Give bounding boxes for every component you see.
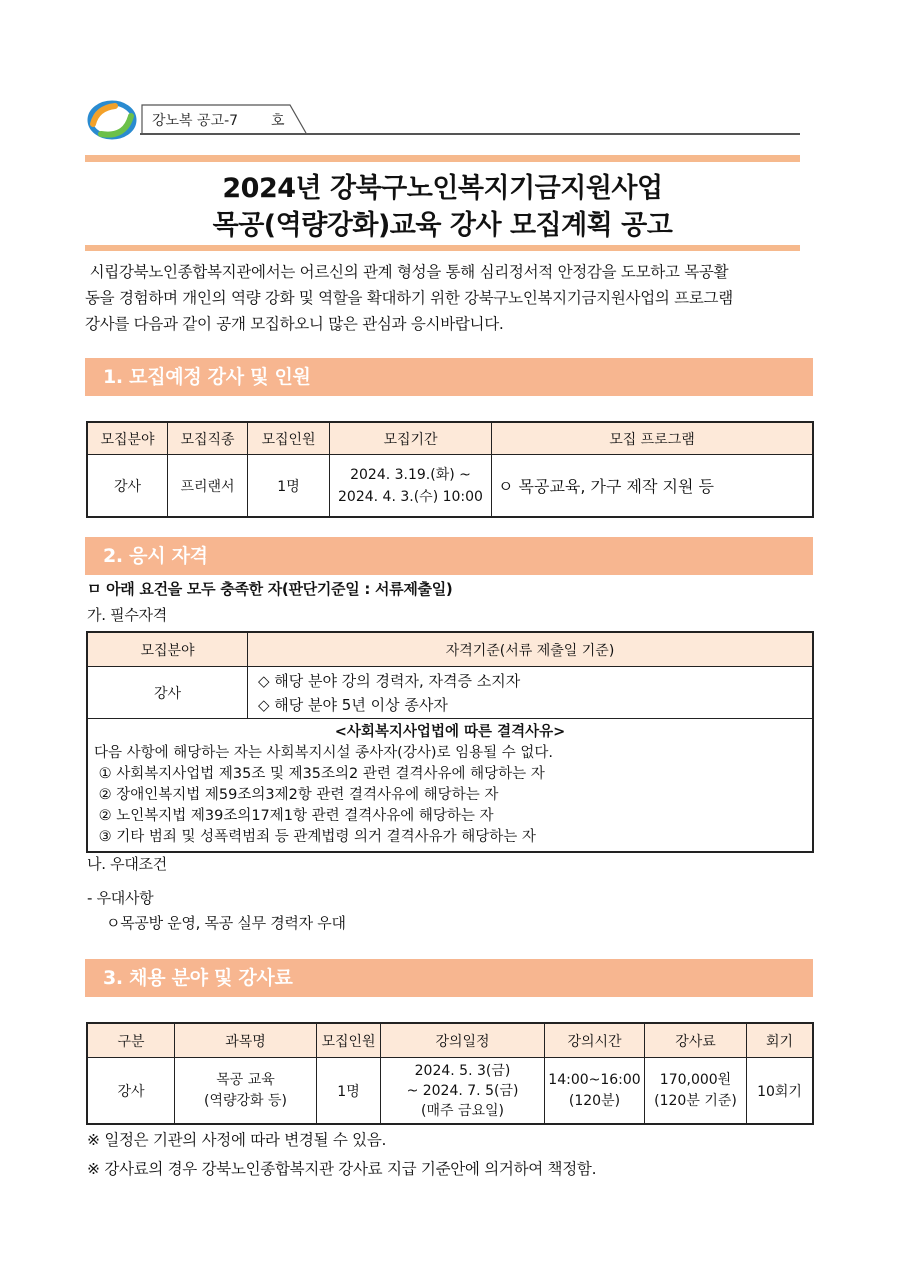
schedule-line: ~ 2024. 7. 5(금) bbox=[406, 1082, 519, 1099]
fee-line: (120분 기준) bbox=[654, 1092, 737, 1109]
table-cell: 강사 bbox=[88, 1058, 175, 1124]
fee-line: 170,000원 bbox=[659, 1071, 732, 1088]
period-line: 2024. 3.19.(화) ~ bbox=[350, 466, 471, 483]
table-header: 강의시간 bbox=[545, 1024, 645, 1058]
table-cell: 10회기 bbox=[747, 1058, 813, 1124]
disqualification-title: <사회복지사업법에 따른 결격사유> bbox=[334, 724, 566, 740]
table-cell: 프리랜서 bbox=[168, 455, 248, 517]
schedule-line: (매주 금요일) bbox=[421, 1102, 504, 1119]
required-qualification-label: 가. 필수자격 bbox=[87, 606, 167, 624]
criteria-item: ◇ 해당 분야 5년 이상 종사자 bbox=[258, 695, 448, 714]
table-cell bbox=[645, 1058, 747, 1124]
table-cell bbox=[330, 455, 492, 517]
section-2-heading: 2. 응시 자격 bbox=[85, 537, 813, 575]
criteria-cell bbox=[248, 667, 813, 719]
disqualification-item: ② 장애인복지법 제59조의3제2항 관련 결격사유에 해당하는 자 bbox=[94, 787, 499, 803]
table-header: 모집분야 bbox=[88, 423, 168, 455]
notice-number: 강노복 공고-7 bbox=[152, 113, 239, 129]
table-header: 모집 프로그램 bbox=[492, 423, 813, 455]
subject-line: (역량강화 등) bbox=[204, 1092, 287, 1109]
title-top-bar bbox=[85, 155, 800, 162]
table-header: 모집인원 bbox=[317, 1024, 381, 1058]
intro-line: 시립강북노인종합복지관에서는 어르신의 관계 형성을 통해 심리정서적 안정감을 도모하고 목공활 bbox=[85, 263, 729, 281]
organization-logo bbox=[87, 100, 137, 140]
table-header: 모집직종 bbox=[168, 423, 248, 455]
table-header: 모집기간 bbox=[330, 423, 492, 455]
table-cell bbox=[381, 1058, 545, 1124]
table-cell: ㅇ 목공교육, 가구 제작 지원 등 bbox=[492, 455, 813, 517]
intro-paragraph bbox=[85, 259, 805, 337]
intro-line: 강사를 다음과 같이 공개 모집하오니 많은 관심과 응시바랍니다. bbox=[85, 315, 504, 333]
recruitment-table bbox=[87, 422, 813, 517]
disqualification-intro: 다음 사항에 해당하는 자는 사회복지시설 종사자(강사)로 임용될 수 없다. bbox=[94, 745, 553, 761]
table-header: 강의일정 bbox=[381, 1024, 545, 1058]
table-header: 자격기준(서류 제출일 기준) bbox=[248, 633, 813, 667]
time-line: 14:00~16:00 bbox=[548, 1071, 641, 1088]
section-3-heading: 3. 채용 분야 및 강사료 bbox=[85, 959, 813, 997]
table-cell: 1명 bbox=[248, 455, 330, 517]
preferred-conditions-label: 나. 우대조건 bbox=[87, 855, 167, 873]
criteria-item: ◇ 해당 분야 강의 경력자, 자격증 소지자 bbox=[258, 671, 521, 690]
subject-line: 목공 교육 bbox=[216, 1071, 275, 1088]
schedule-note: ※ 일정은 기관의 사정에 따라 변경될 수 있음. bbox=[87, 1131, 387, 1149]
qualification-table bbox=[87, 632, 813, 852]
title-bottom-bar bbox=[85, 245, 800, 251]
qualification-condition: ㅁ 아래 요건을 모두 충족한 자(판단기준일 : 서류제출일) bbox=[87, 580, 453, 598]
table-cell: 강사 bbox=[88, 667, 248, 719]
disqualification-cell bbox=[88, 719, 813, 852]
notice-ho: 호 bbox=[271, 113, 285, 129]
preferred-items-title: - 우대사항 bbox=[87, 889, 154, 907]
table-cell bbox=[175, 1058, 317, 1124]
table-cell: 강사 bbox=[88, 455, 168, 517]
table-header: 구분 bbox=[88, 1024, 175, 1058]
table-cell bbox=[545, 1058, 645, 1124]
table-header: 과목명 bbox=[175, 1024, 317, 1058]
table-header: 모집분야 bbox=[88, 633, 248, 667]
table-header: 회기 bbox=[747, 1024, 813, 1058]
section-1-heading: 1. 모집예정 강사 및 인원 bbox=[85, 358, 813, 396]
table-header: 모집인원 bbox=[248, 423, 330, 455]
schedule-line: 2024. 5. 3(금) bbox=[414, 1062, 511, 1079]
page-title-line1: 2024년 강북구노인복지기금지원사업 bbox=[222, 173, 663, 204]
table-header: 강사료 bbox=[645, 1024, 747, 1058]
table-cell: 1명 bbox=[317, 1058, 381, 1124]
fee-note: ※ 강사료의 경우 강북노인종합복지관 강사료 지급 기준안에 의거하여 책정함. bbox=[87, 1160, 597, 1178]
time-line: (120분) bbox=[568, 1092, 621, 1109]
disqualification-item: ② 노인복지법 제39조의17제1항 관련 결격사유에 해당하는 자 bbox=[94, 808, 494, 824]
header-divider bbox=[140, 133, 800, 135]
disqualification-item: ③ 기타 범죄 및 성폭력범죄 등 관계법령 의거 결격사유가 해당하는 자 bbox=[94, 829, 536, 845]
period-line: 2024. 4. 3.(수) 10:00 bbox=[338, 488, 483, 505]
page-title-line2: 목공(역량강화)교육 강사 모집계획 공고 bbox=[212, 210, 673, 241]
intro-line: 동을 경험하며 개인의 역량 강화 및 역할을 확대하기 위한 강북구노인복지기금지원사업의 프로그램 bbox=[85, 289, 733, 307]
fee-table bbox=[87, 1023, 813, 1124]
disqualification-item: ① 사회복지사업법 제35조 및 제35조의2 관련 결격사유에 해당하는 자 bbox=[94, 766, 545, 782]
preferred-item: ㅇ목공방 운영, 목공 실무 경력자 우대 bbox=[106, 914, 346, 932]
